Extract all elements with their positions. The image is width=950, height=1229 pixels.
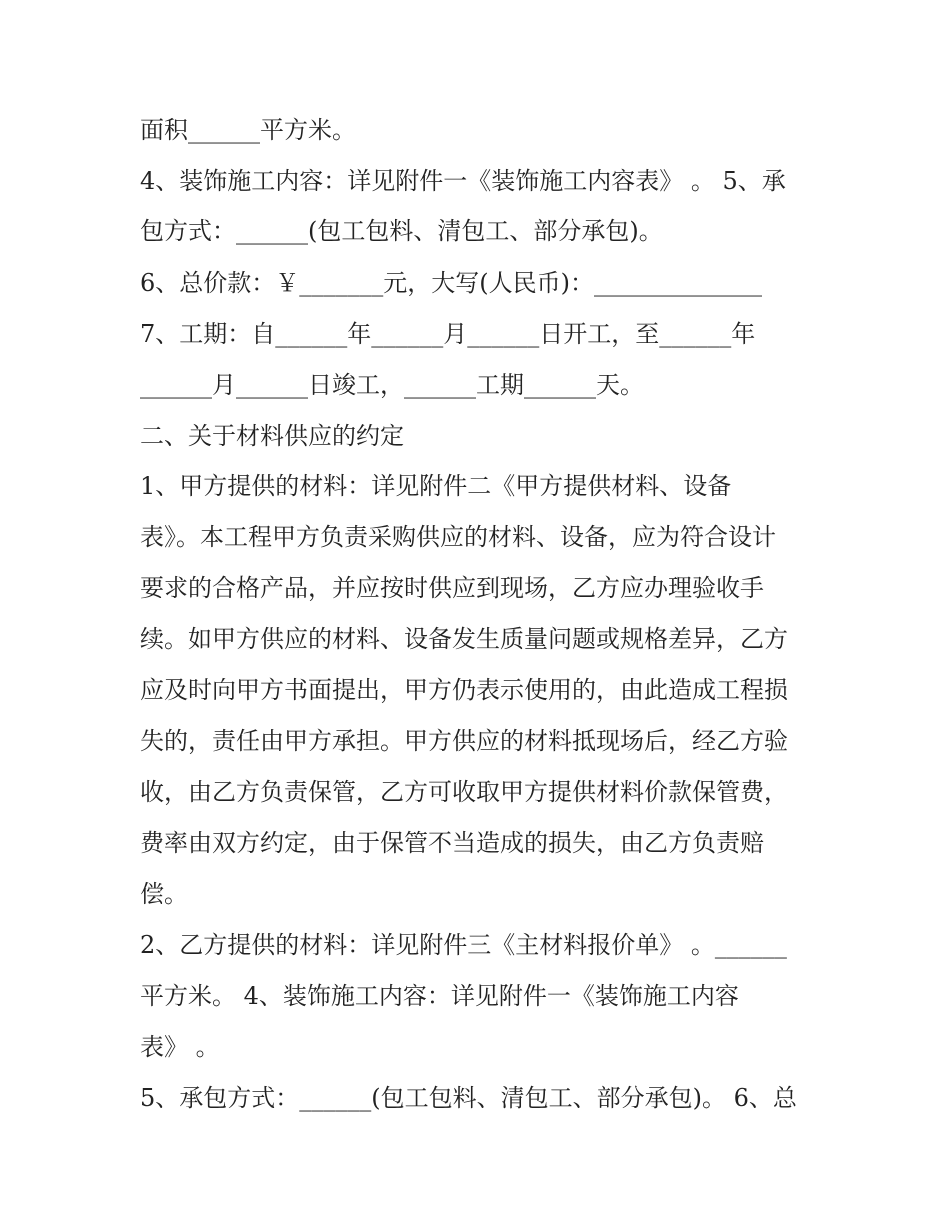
- text-line: ______月______日竣工，______工期______天。: [140, 371, 644, 399]
- text-line: 5、承包方式：______(包工包料、清包工、部分承包)。 6、总: [140, 1084, 797, 1112]
- text-line: 要求的合格产品，并应按时供应到现场，乙方应办理验收手: [140, 574, 764, 602]
- text-line: 1、甲方提供的材料：详见附件二《甲方提供材料、设备: [140, 472, 732, 500]
- text-line: 平方米。 4、装饰施工内容：详见附件一《装饰施工内容: [140, 982, 739, 1010]
- text-line: 包方式：______(包工包料、清包工、部分承包)。: [140, 217, 663, 245]
- text-line: 表》 。: [140, 1033, 220, 1061]
- text-line: 失的，责任由甲方承担。甲方供应的材料抵现场后，经乙方验: [140, 727, 788, 755]
- text-line: 面积______平方米。: [140, 116, 356, 144]
- text-line: 4、装饰施工内容：详见附件一《装饰施工内容表》 。 5、承: [140, 167, 786, 195]
- text-line: 6、总价款：￥_______元，大写(人民币)：______________: [140, 269, 762, 297]
- text-line: 收，由乙方负责保管，乙方可收取甲方提供材料价款保管费，: [140, 778, 788, 806]
- text-line: 应及时向甲方书面提出，甲方仍表示使用的，由此造成工程损: [140, 676, 788, 704]
- text-line: 2、乙方提供的材料：详见附件三《主材料报价单》 。______: [140, 931, 787, 959]
- text-line: 费率由双方约定，由于保管不当造成的损失，由乙方负责赔: [140, 829, 764, 857]
- text-line: 续。如甲方供应的材料、设备发生质量问题或规格差异，乙方: [140, 625, 788, 653]
- text-line: 表》。本工程甲方负责采购供应的材料、设备，应为符合设计: [140, 523, 776, 551]
- text-line: 7、工期：自______年______月______日开工，至______年: [140, 320, 756, 348]
- section-heading: 二、关于材料供应的约定: [140, 422, 404, 450]
- text-line: 偿。: [140, 880, 188, 908]
